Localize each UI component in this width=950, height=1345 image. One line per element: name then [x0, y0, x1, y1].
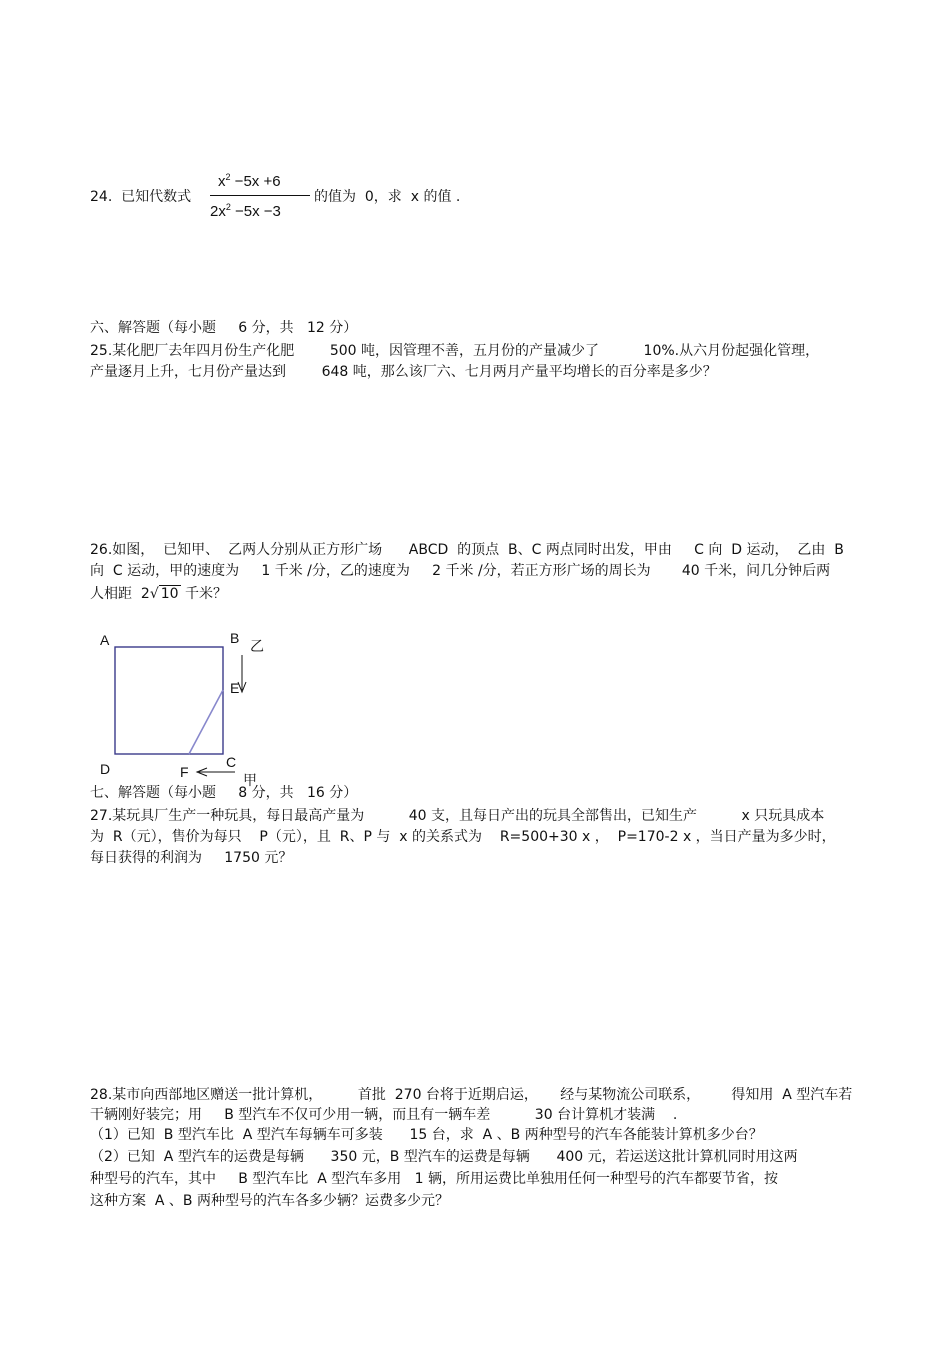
q28-line2: 干辆刚好装完；用 B 型汽车不仅可少用一辆，而且有一辆车差 30 台计算机才装满 .: [90, 1107, 678, 1123]
q24-denominator: $2x^2 -5x -3$: [210, 202, 281, 220]
label-jia: 甲: [243, 772, 257, 788]
label-f: F: [180, 764, 189, 780]
q28-line4: （2）已知 A 型汽车的运费是每辆 350 元，B 型汽车的运费是每辆 400 元，若运送这批计算机同时用这两: [90, 1149, 798, 1165]
q27-line3: 每日获得的利润为 1750 元？: [90, 850, 293, 866]
q24-suffix: 的值为 0，求 x 的值 .: [314, 189, 461, 205]
q28-line6: 这种方案 A 、B 两种型号的汽车各多少辆？运费多少元？: [90, 1193, 449, 1209]
segment-ef: [189, 690, 223, 754]
sqrt-symbol: √ 10: [149, 586, 179, 602]
q26-line1: 26.如图， 已知甲、 乙两人分别从正方形广场 ABCD 的顶点 B、C 两点同时出发，甲由 C 向 D 运动， 乙由 B: [90, 542, 844, 558]
q26-line2: 向 C 运动，甲的速度为 1 千米 /分，乙的速度为 2 千米 /分，若正方形广场的周长为 40 千米，问几分钟后两: [90, 563, 831, 579]
q26-line3: 人相距 2√ 10 千米？: [90, 586, 228, 602]
q24-numerator: $x^2 -5x +6$: [218, 172, 281, 190]
label-d: D: [100, 761, 111, 777]
q27-line2: 为 R（元），售价为每只 P（元），且 R、P 与 x 的关系式为 R=500+30 x ， P=170-2 x ，当日产量为多少时，: [90, 829, 836, 845]
q28-line5: 种型号的汽车，其中 B 型汽车比 A 型汽车多用 1 辆，所用运费比单独用任何一种型号的汽车都要节省，按: [90, 1171, 778, 1187]
section6-heading: 六、解答题（每小题 6 分，共 12 分）: [90, 320, 358, 336]
q28-line1: 28.某市向西部地区赠送一批计算机， 首批 270 台将于近期启运， 经与某物流公司联系， 得知用 A 型汽车若: [90, 1087, 853, 1103]
label-b: B: [230, 630, 240, 646]
label-c: C: [226, 754, 237, 770]
label-yi: 乙: [250, 638, 264, 654]
q28-line3: （1）已知 B 型汽车比 A 型汽车每辆车可多装 15 台，求 A 、B 两种型号的汽车各能装计算机多少台？: [90, 1127, 763, 1143]
q25-line1: 25.某化肥厂去年四月份生产化肥 500 吨，因管理不善，五月份的产量减少了 10%.从六月份起强化管理，: [90, 343, 820, 359]
label-a: A: [100, 632, 110, 648]
section7-heading: 七、解答题（每小题 8 分，共 16 分）: [90, 785, 358, 801]
q25-line2: 产量逐月上升，七月份产量达到 648 吨，那么该厂六、七月两月产量平均增长的百分率是多少？: [90, 364, 717, 380]
label-e: E: [230, 680, 240, 696]
q27-line1: 27.某玩具厂生产一种玩具，每日最高产量为 40 支，且每日产出的玩具全部售出，已知生产 x 只玩具成本: [90, 808, 825, 824]
square-abcd: [115, 647, 223, 754]
q24-prefix: 24. 已知代数式: [90, 189, 192, 205]
